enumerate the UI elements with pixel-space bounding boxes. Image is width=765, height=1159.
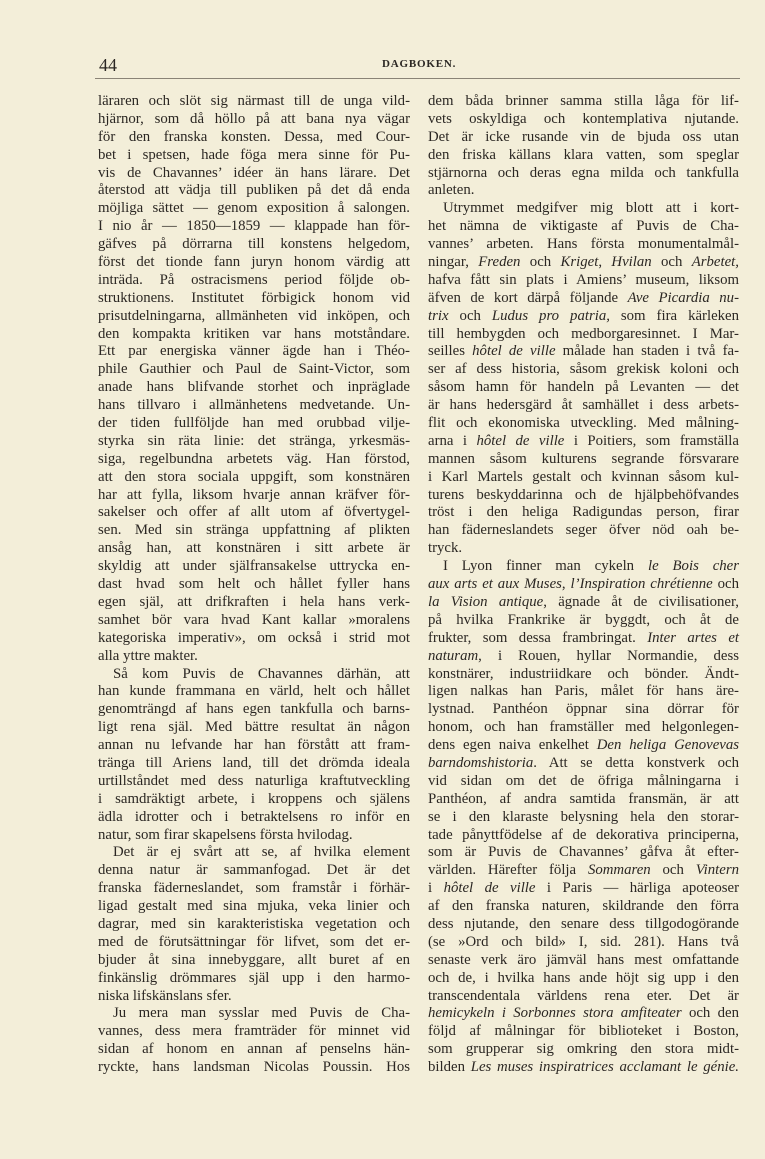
text-line (428, 666, 739, 684)
text-line (98, 809, 410, 827)
italic-title: aux arts et aux Muses (428, 576, 562, 593)
text-run: och (651, 254, 692, 271)
text-run: hafva fått sin plats i Amiens’ museum, liksom (428, 271, 739, 288)
text-run: den kompakta kritiken var hans motståndare. (98, 325, 410, 342)
text-run: lystnad. Panthéon öppnar sina dörrar för (428, 701, 739, 718)
italic-title: hôtel de ville (472, 343, 556, 360)
text-run: Ett par energiska vänner ägde han i Théo- (98, 343, 410, 360)
text-run: phile Gauthier och Paul de Saint-Victor, som (98, 361, 410, 378)
text-run: af den franska naturen, skildrande den förra (428, 898, 739, 915)
text-run: ligad gestalt med sina mjuka, veka linier och (98, 898, 410, 915)
text-run: se i den klaraste belysning hela den storar- (428, 808, 739, 825)
text-line (428, 129, 739, 147)
text-line (98, 522, 410, 540)
text-run: och den (681, 1005, 739, 1022)
text-line (98, 93, 410, 111)
text-line (98, 433, 410, 451)
text-run: , (598, 254, 612, 271)
text-run: inträda. På ostracismens period följde ob- (98, 271, 410, 288)
text-run: sen. Med sin stränga uppfattning af plikten (98, 522, 410, 539)
text-line (98, 630, 410, 648)
text-line (428, 898, 739, 916)
text-run: Utrymmet medgifver mig blott att i kort- (443, 200, 739, 217)
text-run: och (520, 254, 561, 271)
text-run: urtillståndet med dess naturliga kraftutveckling (98, 772, 410, 789)
text-line (98, 343, 410, 361)
text-run: bjuder åt sina innebyggare, allt buret af en (98, 951, 410, 968)
text-run: der tiden fullföljde han med orubbad vilje- (98, 415, 410, 432)
text-run: med de förutsättningar för lifvet, som det er- (98, 933, 410, 950)
text-line (428, 773, 739, 791)
text-run: (se »Ord och bild» I, sid. 281). Hans två (428, 933, 739, 950)
text-line (98, 576, 410, 594)
text-line (428, 469, 739, 487)
text-run: skyldig att under själfransakelse uttrycka en- (98, 558, 410, 575)
text-line (428, 111, 739, 129)
text-run: har att fylla, liksom hvarje annan kräfver för- (98, 486, 410, 503)
text-run: såsom hamn för handeln på Levanten — det (428, 379, 739, 396)
text-line (98, 862, 410, 880)
text-line (98, 827, 410, 845)
text-run: . Att se detta konstverk och (533, 754, 739, 771)
text-line (98, 540, 410, 558)
text-line (428, 540, 739, 558)
text-run: samhet bör vara hvad Kant kallar »moralens (98, 611, 410, 628)
text-run: alla yttre makter. (98, 647, 198, 664)
text-run: vannes’ arbeten. Hans första monumentalmål- (428, 236, 739, 253)
italic-title: hemicykeln i Sorbonnes stora amfiteater (428, 1005, 682, 1022)
text-run: frukter, som dessa frambringat. (428, 629, 648, 646)
text-run: världen. Härefter följa (428, 862, 588, 879)
text-line (428, 934, 739, 952)
text-line (98, 111, 410, 129)
text-line (98, 165, 410, 183)
text-run: för den franska konsten. Dessa, med Cour- (98, 128, 410, 145)
text-line (98, 147, 410, 165)
text-line (98, 773, 410, 791)
text-line (428, 1059, 739, 1077)
text-run: och (712, 576, 739, 593)
text-line (428, 916, 739, 934)
italic-title: l’Inspiration chrétienne (570, 576, 713, 593)
text-line (428, 361, 739, 379)
text-line (98, 737, 410, 755)
text-run: och de, i hvilka hans ande höjt sig upp i den (428, 969, 739, 986)
text-run: siga, regelbundna arbetets väg. Han förstod, (98, 450, 410, 467)
text-line (98, 272, 410, 290)
text-line (98, 683, 410, 701)
page-number: 44 (99, 55, 117, 75)
italic-title: naturam (428, 647, 479, 664)
text-line (98, 594, 410, 612)
text-run: niska lifskänslans sfer. (98, 987, 232, 1004)
text-run: dens egen naiva enkelhet (428, 737, 597, 754)
text-line (428, 504, 739, 522)
text-run: är hans hedersgärd åt samhället i dess arbets- (428, 397, 739, 414)
text-run: ansåg han, att konstnären i sitt arbete är (98, 540, 410, 557)
text-run: i (428, 880, 444, 897)
text-run: och (448, 307, 492, 324)
text-line (98, 952, 410, 970)
text-line (428, 1041, 739, 1059)
text-run: som är Puvis de Chavannes’ gåfva åt efter- (428, 844, 739, 861)
text-line (98, 254, 410, 272)
text-run: egen själ, att drifkraften i hela hans verk- (98, 593, 410, 610)
text-run: ser af dess historia, såsom grekisk koloni och (428, 361, 739, 378)
text-run: tröst i den heliga Radigundas person, firar (428, 504, 739, 521)
text-run: denna natur är sammanfogad. Det är det (98, 862, 410, 879)
italic-title: Sommaren (587, 862, 651, 879)
text-run: hans tillvaro i allmänhetens medvetande. Un- (98, 397, 410, 414)
italic-title: Hvilan (611, 254, 652, 271)
text-run: Ju mera man sysslar med Puvis de Cha- (113, 1005, 410, 1022)
text-line (428, 308, 739, 326)
text-line (98, 701, 410, 719)
text-line (428, 93, 739, 111)
text-line (428, 415, 739, 433)
text-run: i Karl Martels gestalt och kvinnan såsom kul- (428, 468, 739, 485)
italic-title: hôtel de ville (476, 432, 565, 449)
text-run: , ägnade åt de civilisationer, (543, 593, 739, 610)
text-line (98, 469, 410, 487)
text-run: dem båda brinner samma stilla låga för lif- (428, 93, 739, 109)
text-line (98, 379, 410, 397)
text-line (428, 1023, 739, 1041)
text-line (98, 934, 410, 952)
text-line (428, 791, 739, 809)
text-run: anleten. (428, 182, 475, 199)
text-line (98, 236, 410, 254)
text-line (98, 755, 410, 773)
italic-title: barndomshistoria (428, 754, 534, 771)
text-run: tade pånyttfödelse af de dekorativa principerna, (428, 826, 739, 843)
italic-title: la Vision antique (428, 593, 544, 610)
text-run: vis de Chavannes’ idéer än hans lärare. Det (98, 164, 410, 181)
text-line (428, 1005, 739, 1023)
text-line (428, 326, 739, 344)
text-line (98, 451, 410, 469)
text-run: stjärnorna och deras egna milda och tankfulla (428, 164, 739, 181)
italic-title: Les muses inspiratrices acclamant le génie. (470, 1059, 740, 1076)
text-run: möjliga sättet — genom exposition å salongen. (98, 200, 410, 217)
text-run: målade han staden i två fa- (555, 343, 740, 360)
text-run: tränga till Ariens land, till det drömda ideala (98, 754, 410, 771)
text-run: styrka sin räta linie: det stränga, yrkesmäs- (98, 432, 410, 449)
text-run: kategoriska imperativ», om också i strid mot (98, 629, 410, 646)
text-line (98, 916, 410, 934)
running-title: DAGBOKEN. (382, 58, 457, 70)
text-run: , i Rouen, hyllar Normandie, dess (478, 647, 739, 664)
text-line (98, 129, 410, 147)
text-run: och (650, 862, 696, 879)
text-run: i samdräktigt arbete, i kroppens och själens (98, 790, 410, 807)
text-run: Så kom Puvis de Chavannes därhän, att (113, 665, 410, 682)
text-line (428, 147, 739, 165)
text-line (98, 415, 410, 433)
text-run: turens beskyddarinna och de hjälpbehöfvandes (428, 486, 739, 503)
text-run: struktionens. Institutet förbigick honom vid (98, 289, 410, 306)
text-run: dagrar, med sin karakteristiska vegetation och (98, 915, 410, 932)
text-line (428, 755, 739, 773)
text-line (98, 666, 410, 684)
italic-title: le Bois cher (647, 558, 739, 575)
text-run: ligt rena själ. Med bättre resultat än någon (98, 719, 410, 736)
text-line (98, 719, 410, 737)
text-line (98, 648, 410, 666)
text-run: som fira kärleken (609, 307, 739, 324)
text-line (98, 326, 410, 344)
text-line (428, 809, 739, 827)
text-line (98, 200, 410, 218)
text-line (98, 182, 410, 200)
text-line (428, 630, 739, 648)
text-run: konstnärer, industriidkare och bönder. Ändt- (428, 665, 739, 682)
text-run: till hembygden och medborgaresinnet. I Mar- (428, 325, 739, 342)
text-line (428, 737, 739, 755)
text-run: arna i (428, 432, 477, 449)
text-line (428, 612, 739, 630)
text-run: natur, som firar skapelsens första hvilodag. (98, 826, 353, 843)
text-run: ningar, (428, 254, 479, 271)
italic-title: Freden (478, 254, 521, 271)
text-run: dess njutande, den senare dess tillgodogörande (428, 915, 739, 932)
text-line (428, 272, 739, 290)
text-line (428, 558, 739, 576)
text-line (428, 576, 739, 594)
text-line (428, 648, 739, 666)
text-line (428, 379, 739, 397)
italic-title: Arbetet, (691, 254, 739, 271)
text-line (98, 612, 410, 630)
text-line (98, 844, 410, 862)
text-line (98, 504, 410, 522)
text-line (98, 880, 410, 898)
text-run: honom, och han framställer med helgonlegen- (428, 719, 739, 736)
text-run: Panthéon, af andra samtida fransmän, är att (428, 790, 739, 807)
text-line (428, 218, 739, 236)
text-line (98, 1005, 410, 1023)
text-run: , (561, 576, 571, 593)
text-run: sidan af honom en annan af penselns hän- (98, 1041, 410, 1058)
text-line (428, 236, 739, 254)
text-line (428, 200, 739, 218)
text-line (98, 290, 410, 308)
text-run: anade hans blifvande storhet och inpräglade (98, 379, 410, 396)
text-line (428, 165, 739, 183)
right-text-column (428, 93, 739, 1077)
italic-title: Ludus pro patria, (491, 307, 610, 324)
text-line (428, 988, 739, 1006)
header-rule (95, 78, 740, 79)
italic-title: Vintern (695, 862, 739, 879)
text-run: prisutdelningarna, allmänheten vid inköpen, och (98, 307, 410, 324)
text-run: senaste verk äro jämväl hans mest omfattande (428, 951, 739, 968)
text-run: het nämna de viktigaste af Puvis de Cha- (428, 218, 739, 235)
text-line (98, 361, 410, 379)
text-run: Det är icke rusande vin de bjuda oss utan (428, 128, 739, 145)
text-run: I Lyon finner man cykeln (443, 558, 648, 575)
text-line (98, 1059, 410, 1077)
text-run: i Poitiers, som framställa (564, 432, 739, 449)
text-line (428, 487, 739, 505)
text-line (428, 862, 739, 880)
italic-title: Den heliga Genovevas (596, 737, 739, 754)
text-run: äfven de kort därpå följande (428, 289, 628, 306)
text-line (98, 791, 410, 809)
text-line (428, 844, 739, 862)
text-run: ligen nalkas han Paris, målet för hans äre- (428, 683, 739, 700)
text-line (98, 988, 410, 1006)
text-run: i Paris — härliga apoteoser (535, 880, 739, 897)
text-line (98, 1023, 410, 1041)
text-run: gäfves på dörrarna till konstens helgedom, (98, 236, 410, 253)
text-run: bet i spetsen, hade föga mera sinne för Pu- (98, 146, 410, 163)
text-run: Det är ej svårt att se, af hvilka element (113, 844, 410, 861)
text-run: genomträngd af hans egen tankfulla och barns- (98, 701, 410, 718)
text-line (98, 308, 410, 326)
text-line (428, 522, 739, 540)
italic-title: Ave Picardia nu- (627, 289, 740, 306)
text-line (98, 487, 410, 505)
text-line (428, 701, 739, 719)
text-run: ryckte, hans landsman Nicolas Poussin. Hos (98, 1059, 410, 1076)
text-run: sakelser och offer af allt utom af öfvertygel- (98, 504, 410, 521)
text-line (428, 343, 739, 361)
text-run: finkänslig drömmares själ upp i den harmo- (98, 969, 410, 986)
italic-title: trix (428, 307, 449, 324)
italic-title: Inter artes et (647, 629, 740, 646)
text-run: vets oskyldiga och kontemplativa njutande. (428, 110, 739, 127)
text-run: tryck. (428, 540, 463, 557)
text-run: att den stora sociala uppgift, som konstnären (98, 468, 410, 485)
text-run: seilles (428, 343, 473, 360)
text-run: ädla idrotter och i betraktelsens ro inför en (98, 808, 410, 825)
text-line (428, 880, 739, 898)
text-run: transcendentala världens rena eter. Det är (428, 987, 739, 1004)
text-line (428, 397, 739, 415)
text-run: som grupperar sig omkring den stora midt- (428, 1041, 739, 1058)
text-run: vid sidan om det de öfriga målningarna i (428, 772, 739, 789)
text-line (98, 1041, 410, 1059)
text-line (428, 719, 739, 737)
text-line (428, 451, 739, 469)
italic-title: hôtel de ville (443, 880, 536, 897)
text-run: följd af målningar för biblioteket i Boston, (428, 1023, 739, 1040)
text-line (428, 182, 739, 200)
text-line (98, 898, 410, 916)
text-run: återstod att vädja till publiken på det då enda (98, 182, 410, 199)
text-run: hjärnor, som då höllo på att bana nya vägar (98, 110, 410, 127)
text-run: I nio år — 1850—1859 — klappade han för- (98, 218, 410, 235)
text-line (428, 433, 739, 451)
text-line (428, 952, 739, 970)
text-run: bilden (428, 1059, 471, 1076)
text-run: franska fäderneslandet, som framstår i förhär- (98, 880, 410, 897)
text-line (98, 218, 410, 236)
text-line (98, 558, 410, 576)
text-line (428, 683, 739, 701)
italic-title: Kriget (560, 254, 599, 271)
text-line (428, 290, 739, 308)
text-run: han kunde frammana en värld, helt och hållet (98, 683, 410, 700)
text-line (428, 254, 739, 272)
text-run: mannen såsom kulturens segrande försvarare (428, 450, 739, 467)
text-line (428, 970, 739, 988)
text-run: den friska källans klara vatten, som speglar (428, 146, 739, 163)
text-run: på hvilka Frankrike är byggdt, och åt de (428, 611, 739, 628)
text-run: dast hvad som helt och hållet fyller hans (98, 576, 410, 593)
text-line (98, 397, 410, 415)
text-line (428, 827, 739, 845)
left-text-column (98, 93, 410, 1077)
text-run: annan nu lefvande har han förstått att fram- (98, 737, 410, 754)
text-run: vannes, dess mera framträder för minnet vid (98, 1023, 410, 1040)
text-run: först det tionde fann juryn honom värdig att (98, 254, 410, 271)
text-line (428, 594, 739, 612)
text-run: han fäderneslandets seger öfver nöd oah be- (428, 522, 739, 539)
text-run: flit och ekonomiska utveckling. Med målning- (428, 415, 739, 432)
text-line (98, 970, 410, 988)
text-run: läraren och slöt sig närmast till de unga vild- (98, 93, 410, 109)
